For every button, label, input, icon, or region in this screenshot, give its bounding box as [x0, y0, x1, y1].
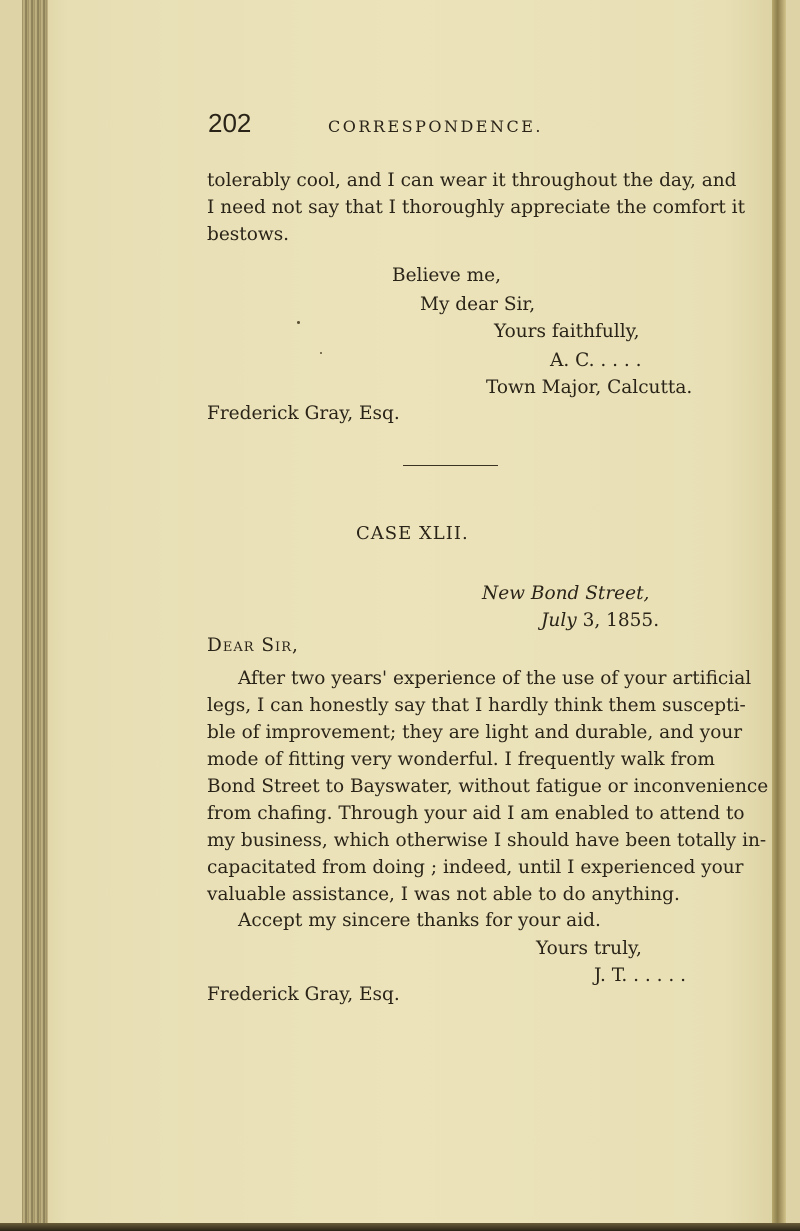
page-binding-edge — [22, 0, 48, 1231]
letter1-title: Town Major, Calcutta. — [486, 377, 693, 398]
letter2-line: After two years' experience of the use of your artificial — [238, 668, 752, 689]
letter1-line: I need not say that I thoroughly appreciate the comfort it — [207, 197, 746, 218]
letter2-line: my business, which otherwise I should have been totally in- — [207, 830, 767, 851]
letter1-signature: A. C. . . . . — [550, 350, 642, 371]
letter1-line: tolerably cool, and I can wear it throughout the day, and — [207, 170, 737, 191]
letter1-line: bestows. — [207, 224, 290, 245]
letter2-date: July 3, 1855. — [541, 610, 660, 631]
page-number: 202 — [208, 108, 252, 138]
letter2-closing: Yours truly, — [536, 938, 642, 959]
letter2-line: mode of fitting very wonderful. I frequently walk from — [207, 749, 715, 770]
letter1-closing: Yours faithfully, — [494, 321, 640, 342]
case-heading: CASE XLII. — [356, 523, 469, 544]
letter2-place: New Bond Street, — [482, 583, 650, 604]
section-divider — [403, 465, 498, 466]
page-fore-edge — [772, 0, 786, 1231]
letter2-line: from chafing. Through your aid I am enabled to attend to — [207, 803, 745, 824]
page-bottom-edge — [0, 1223, 800, 1231]
letter2-line: ble of improvement; they are light and durable, and your — [207, 722, 743, 743]
running-head: CORRESPONDENCE. — [328, 117, 543, 136]
letter1-closing: My dear Sir, — [420, 294, 536, 315]
letter2-line: legs, I can honestly say that I hardly think them suscepti- — [207, 695, 746, 716]
letter2-line: capacitated from doing ; indeed, until I experienced your — [207, 857, 744, 878]
letter2-addressee: Frederick Gray, Esq. — [207, 984, 400, 1005]
letter2-line: Accept my sincere thanks for your aid. — [238, 910, 601, 931]
letter2-signature: J. T. . . . . . — [594, 965, 687, 986]
ink-speck — [320, 352, 322, 354]
letter1-addressee: Frederick Gray, Esq. — [207, 403, 400, 424]
letter2-line: Bond Street to Bayswater, without fatigue or inconvenience — [207, 776, 769, 797]
letter2-line: valuable assistance, I was not able to do anything. — [207, 884, 680, 905]
letter2-salutation: Dear Sir, — [207, 635, 299, 656]
letter1-closing: Believe me, — [392, 265, 501, 286]
ink-speck — [297, 321, 300, 324]
